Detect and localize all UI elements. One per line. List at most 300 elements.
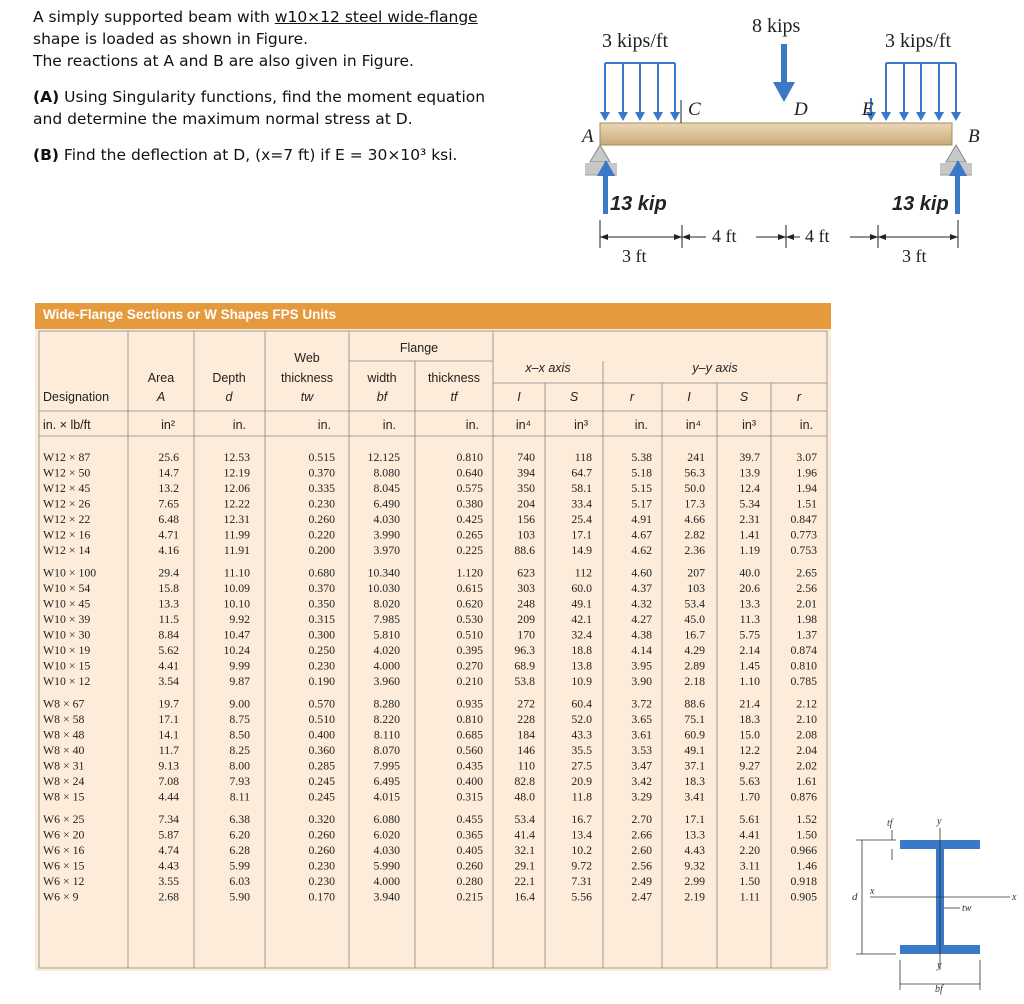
value-cell: 12.31 [223, 512, 250, 526]
value-cell: 0.230 [308, 658, 335, 673]
value-cell: 5.34 [739, 496, 760, 511]
value-cell: 82.8 [514, 774, 535, 788]
value-cell: 11.5 [158, 612, 179, 626]
value-cell: 10.340 [367, 565, 400, 580]
value-cell: 37.1 [684, 758, 705, 773]
value-cell: 19.7 [158, 696, 179, 711]
table-row [43, 612, 817, 626]
table-grid [35, 303, 831, 971]
value-cell: 0.575 [456, 481, 483, 495]
label-reaction-a: 13 kip [610, 193, 667, 215]
unit-col-0: in. × lb/ft [43, 418, 91, 432]
designation-cell: W10 × 30 [43, 627, 91, 642]
value-cell: 60.9 [684, 727, 705, 742]
value-cell: 48.0 [514, 789, 535, 804]
value-cell: 3.47 [631, 758, 652, 773]
designation-cell: W10 × 15 [43, 658, 91, 673]
unit-col-9: in⁴ [685, 418, 701, 432]
label-load-right: 3 kips/ft [885, 30, 952, 52]
value-cell: 7.31 [571, 874, 592, 888]
table-row [43, 528, 817, 542]
value-cell: 13.9 [739, 465, 760, 480]
value-cell: 6.38 [229, 812, 250, 826]
value-cell: 6.490 [373, 496, 400, 511]
problem-line-1 [33, 6, 573, 28]
header-I-xx: I [517, 390, 521, 404]
value-cell: 1.70 [739, 789, 760, 804]
value-cell: 0.966 [790, 843, 817, 857]
value-cell: 5.15 [631, 481, 652, 495]
value-cell: 12.2 [739, 743, 760, 757]
value-cell: 13.3 [684, 827, 705, 842]
designation-cell: W8 × 40 [43, 743, 85, 757]
value-cell: 6.03 [229, 874, 250, 888]
designation-cell: W12 × 16 [43, 527, 91, 542]
header-r-xx: r [629, 390, 635, 404]
value-cell: 0.400 [308, 727, 335, 742]
header-I-yy: I [687, 390, 691, 404]
value-cell: 0.250 [308, 643, 335, 657]
table-row [43, 674, 817, 688]
header-flange: Flange [399, 341, 439, 355]
value-cell: 0.370 [308, 465, 335, 480]
designation-cell: W6 × 15 [43, 858, 85, 873]
value-cell: 228 [517, 712, 535, 726]
designation-cell: W10 × 54 [43, 581, 91, 595]
value-cell: 4.29 [684, 643, 705, 657]
table-body [43, 450, 817, 904]
value-cell: 5.17 [631, 496, 652, 511]
value-cell: 0.365 [456, 827, 483, 842]
unit-col-8: in. [634, 418, 648, 432]
table-row [43, 628, 817, 642]
label-point-a: A [582, 126, 594, 147]
header-tw: tw [300, 390, 314, 404]
value-cell: 53.8 [514, 674, 535, 688]
table-row [43, 843, 817, 857]
value-cell: 3.72 [631, 696, 652, 711]
header-S-xx: S [569, 390, 579, 404]
value-cell: 88.6 [514, 543, 535, 557]
problem-line-3: The reactions at A and B are also given in Figure. [33, 52, 414, 70]
value-cell: 25.4 [571, 512, 592, 526]
point-load-8kips [773, 44, 795, 102]
value-cell: 2.65 [796, 565, 817, 580]
value-cell: 0.876 [790, 789, 817, 804]
value-cell: 21.4 [739, 696, 760, 711]
value-cell: 29.1 [514, 858, 535, 873]
value-cell: 13.4 [571, 827, 592, 842]
value-cell: 2.10 [796, 712, 817, 726]
value-cell: 13.8 [571, 658, 592, 673]
dimension-lines [600, 220, 958, 248]
value-cell: 2.01 [796, 596, 817, 611]
grid-lines [39, 331, 827, 968]
table-row [43, 466, 817, 480]
section-dimension-lines [856, 828, 1010, 990]
value-cell: 1.46 [796, 858, 817, 873]
value-cell: 103 [517, 527, 535, 542]
value-cell: 3.990 [373, 527, 400, 542]
value-cell: 12.4 [739, 481, 760, 495]
table-row [43, 874, 817, 888]
value-cell: 0.170 [308, 889, 335, 904]
value-cell: 15.8 [158, 581, 179, 595]
value-cell: 9.32 [684, 858, 705, 873]
table-row [43, 712, 817, 726]
value-cell: 8.75 [229, 712, 250, 726]
value-cell: 22.1 [514, 874, 535, 888]
value-cell: 0.360 [308, 743, 335, 757]
value-cell: 3.29 [631, 789, 652, 804]
value-cell: 1.52 [796, 812, 817, 826]
designation-cell: W10 × 100 [43, 565, 97, 580]
value-cell: 10.10 [223, 596, 250, 611]
value-cell: 3.42 [631, 774, 652, 788]
value-cell: 2.82 [684, 527, 705, 542]
value-cell: 156 [517, 512, 535, 526]
header-d: d [225, 390, 233, 404]
value-cell: 0.510 [308, 712, 335, 726]
value-cell: 9.27 [739, 758, 760, 773]
value-cell: 4.67 [631, 527, 652, 542]
value-cell: 209 [517, 612, 535, 626]
table-row [43, 450, 817, 464]
value-cell: 2.89 [684, 658, 705, 673]
value-cell: 0.874 [790, 643, 817, 657]
value-cell: 0.260 [308, 512, 335, 526]
header-S-yy: S [739, 390, 749, 404]
value-cell: 4.41 [158, 658, 179, 673]
value-cell: 4.000 [373, 874, 400, 888]
value-cell: 623 [517, 565, 535, 580]
unit-col-5: in. [465, 418, 479, 432]
value-cell: 8.110 [373, 727, 400, 742]
value-cell: 5.62 [158, 643, 179, 657]
value-cell: 1.41 [739, 527, 760, 542]
value-cell: 3.07 [796, 450, 817, 464]
value-cell: 0.230 [308, 858, 335, 873]
value-cell: 4.000 [373, 658, 400, 673]
value-cell: 9.92 [229, 612, 250, 626]
value-cell: 3.960 [373, 674, 400, 688]
value-cell: 2.56 [796, 581, 817, 595]
value-cell: 45.0 [684, 612, 705, 626]
value-cell: 9.87 [229, 674, 250, 688]
value-cell: 12.22 [223, 496, 250, 511]
value-cell: 43.3 [571, 727, 592, 742]
value-cell: 2.04 [796, 743, 817, 757]
value-cell: 0.395 [456, 643, 483, 657]
value-cell: 2.66 [631, 827, 652, 842]
value-cell: 1.96 [796, 465, 817, 480]
value-cell: 17.1 [684, 812, 705, 826]
value-cell: 103 [687, 581, 705, 595]
unit-col-1: in² [161, 418, 175, 432]
table-row [43, 790, 817, 804]
value-cell: 16.7 [571, 812, 592, 826]
header-web: Web [294, 351, 320, 365]
label-y-bottom: y [937, 960, 942, 971]
value-cell: 12.06 [223, 481, 250, 495]
value-cell: 3.970 [373, 543, 400, 557]
designation-cell: W8 × 67 [43, 696, 85, 711]
value-cell: 49.1 [684, 743, 705, 757]
value-cell: 6.495 [373, 774, 400, 788]
unit-col-2: in. [232, 418, 246, 432]
table-row [43, 812, 817, 826]
label-dim-2: 4 ft [712, 226, 737, 246]
value-cell: 4.16 [158, 543, 179, 557]
value-cell: 18.3 [684, 774, 705, 788]
value-cell: 146 [517, 743, 535, 757]
value-cell: 8.070 [373, 743, 400, 757]
table-row [43, 497, 817, 511]
value-cell: 11.8 [571, 789, 592, 804]
value-cell: 1.94 [796, 481, 817, 495]
value-cell: 12.19 [223, 465, 250, 480]
value-cell: 4.44 [158, 789, 179, 804]
value-cell: 0.515 [308, 450, 335, 464]
table-row [43, 659, 817, 673]
value-cell: 2.31 [739, 512, 760, 526]
value-cell: 9.00 [229, 696, 250, 711]
value-cell: 13.3 [739, 596, 760, 611]
value-cell: 5.99 [229, 858, 250, 873]
value-cell: 118 [574, 450, 592, 464]
designation-cell: W10 × 45 [43, 596, 91, 611]
value-cell: 207 [687, 565, 705, 580]
part-b-label: (B) [33, 146, 59, 164]
value-cell: 0.245 [308, 789, 335, 804]
value-cell: 6.080 [373, 812, 400, 826]
value-cell: 5.61 [739, 812, 760, 826]
designation-cell: W8 × 15 [43, 789, 85, 804]
value-cell: 0.320 [308, 812, 335, 826]
value-cell: 10.47 [223, 627, 250, 642]
value-cell: 1.50 [796, 827, 817, 842]
value-cell: 1.45 [739, 658, 760, 673]
header-area: Area [147, 371, 175, 385]
designation-cell: W10 × 19 [43, 643, 91, 657]
value-cell: 0.220 [308, 527, 335, 542]
designation-cell: W8 × 48 [43, 727, 85, 742]
value-cell: 1.11 [739, 889, 760, 904]
value-cell: 4.38 [631, 627, 652, 642]
designation-cell: W12 × 45 [43, 481, 91, 495]
value-cell: 6.48 [158, 512, 179, 526]
value-cell: 13.3 [158, 596, 179, 611]
value-cell: 5.75 [739, 627, 760, 642]
designation-cell: W12 × 26 [43, 496, 91, 511]
value-cell: 8.50 [229, 727, 250, 742]
value-cell: 0.215 [456, 889, 483, 904]
value-cell: 10.9 [571, 674, 592, 688]
label-dim-3: 4 ft [805, 226, 830, 246]
value-cell: 3.55 [158, 874, 179, 888]
beam-figure [560, 0, 990, 280]
value-cell: 1.50 [739, 874, 760, 888]
value-cell: 3.11 [739, 858, 760, 873]
value-cell: 0.260 [456, 858, 483, 873]
unit-col-7: in³ [574, 418, 588, 432]
value-cell: 10.030 [367, 581, 400, 595]
value-cell: 0.685 [456, 727, 483, 742]
value-cell: 56.3 [684, 465, 705, 480]
unit-col-10: in³ [742, 418, 756, 432]
designation-cell: W12 × 22 [43, 512, 91, 526]
value-cell: 272 [517, 696, 535, 711]
value-cell: 0.510 [456, 627, 483, 642]
value-cell: 10.24 [223, 643, 250, 657]
value-cell: 4.020 [373, 643, 400, 657]
value-cell: 2.14 [739, 643, 760, 657]
part-a-line-2: and determine the maximum normal stress at D. [33, 110, 413, 128]
value-cell: 0.680 [308, 565, 335, 580]
value-cell: 96.3 [514, 643, 535, 657]
value-cell: 0.265 [456, 527, 483, 542]
value-cell: 0.260 [308, 843, 335, 857]
wide-flange-table [35, 303, 831, 971]
beam-shape-underlined: w10×12 steel wide-flange [274, 8, 478, 26]
table-units-row [43, 418, 813, 432]
value-cell: 4.60 [631, 565, 652, 580]
label-load-left: 3 kips/ft [602, 30, 669, 52]
value-cell: 4.030 [373, 512, 400, 526]
value-cell: 0.230 [308, 496, 335, 511]
value-cell: 18.8 [571, 643, 592, 657]
value-cell: 9.72 [571, 858, 592, 873]
value-cell: 5.90 [229, 889, 250, 904]
value-cell: 0.380 [456, 496, 483, 511]
part-a-label: (A) [33, 88, 60, 106]
value-cell: 204 [517, 496, 535, 511]
designation-cell: W12 × 87 [43, 450, 91, 464]
value-cell: 2.19 [684, 889, 705, 904]
distributed-load-left [600, 63, 680, 121]
value-cell: 3.61 [631, 727, 652, 742]
value-cell: 15.0 [739, 727, 760, 742]
value-cell: 11.99 [223, 527, 250, 542]
value-cell: 4.015 [373, 789, 400, 804]
value-cell: 3.95 [631, 658, 652, 673]
value-cell: 11.3 [739, 612, 760, 626]
value-cell: 29.4 [158, 565, 179, 580]
value-cell: 64.7 [571, 465, 592, 480]
value-cell: 0.245 [308, 774, 335, 788]
value-cell: 8.84 [158, 627, 179, 642]
value-cell: 4.43 [158, 858, 179, 873]
label-x-left: x [870, 886, 875, 897]
value-cell: 60.4 [571, 696, 592, 711]
value-cell: 7.65 [158, 496, 179, 511]
value-cell: 0.270 [456, 658, 483, 673]
value-cell: 248 [517, 596, 535, 611]
header-r-yy: r [796, 390, 802, 404]
value-cell: 0.300 [308, 627, 335, 642]
label-x-right: x [1012, 892, 1017, 903]
value-cell: 2.99 [684, 874, 705, 888]
value-cell: 0.810 [456, 712, 483, 726]
part-a-line-1 [33, 86, 573, 108]
table-row [43, 566, 817, 580]
designation-cell: W12 × 50 [43, 465, 91, 480]
value-cell: 8.280 [373, 696, 400, 711]
table-row [43, 890, 817, 904]
label-tf: tf [887, 818, 893, 829]
value-cell: 49.1 [571, 596, 592, 611]
value-cell: 2.18 [684, 674, 705, 688]
problem-statement [33, 6, 573, 166]
value-cell: 52.0 [571, 712, 592, 726]
value-cell: 4.43 [684, 843, 705, 857]
value-cell: 0.260 [308, 827, 335, 842]
value-cell: 0.225 [456, 543, 483, 557]
table-row [43, 828, 817, 842]
value-cell: 68.9 [514, 658, 535, 673]
value-cell: 0.640 [456, 465, 483, 480]
value-cell: 1.10 [739, 674, 760, 688]
part-b-text: Find the deflection at D, (x=7 ft) if E = 30×10³ ksi. [58, 146, 458, 164]
value-cell: 20.9 [571, 774, 592, 788]
value-cell: 4.66 [684, 512, 705, 526]
value-cell: 2.02 [796, 758, 817, 773]
table-row [43, 728, 817, 742]
value-cell: 0.280 [456, 874, 483, 888]
value-cell: 5.56 [571, 889, 592, 904]
value-cell: 88.6 [684, 696, 705, 711]
label-bf: bf [935, 984, 943, 995]
designation-cell: W10 × 39 [43, 612, 91, 626]
part-a-text: Using Singularity functions, find the moment equation [59, 88, 486, 106]
value-cell: 7.93 [229, 774, 250, 788]
unit-col-3: in. [317, 418, 331, 432]
value-cell: 27.5 [571, 758, 592, 773]
value-cell: 4.14 [631, 643, 652, 657]
value-cell: 2.47 [631, 889, 652, 904]
value-cell: 0.847 [790, 512, 817, 526]
value-cell: 0.753 [790, 543, 817, 557]
value-cell: 0.400 [456, 774, 483, 788]
value-cell: 3.54 [158, 674, 179, 688]
table-row [43, 543, 817, 557]
value-cell: 8.220 [373, 712, 400, 726]
value-cell: 1.120 [456, 565, 483, 580]
value-cell: 60.0 [571, 581, 592, 595]
value-cell: 0.615 [456, 581, 483, 595]
designation-cell: W6 × 12 [43, 874, 85, 888]
value-cell: 0.810 [456, 450, 483, 464]
value-cell: 4.74 [158, 843, 179, 857]
table-row [43, 581, 817, 595]
label-d: d [852, 891, 858, 903]
value-cell: 53.4 [684, 596, 705, 611]
value-cell: 12.125 [367, 450, 400, 464]
value-cell: 0.773 [790, 527, 817, 542]
value-cell: 0.435 [456, 758, 483, 773]
value-cell: 2.49 [631, 874, 652, 888]
value-cell: 0.570 [308, 696, 335, 711]
label-point-d: D [794, 99, 808, 120]
value-cell: 42.1 [571, 612, 592, 626]
value-cell: 2.60 [631, 843, 652, 857]
value-cell: 0.530 [456, 612, 483, 626]
header-bf: bf [376, 390, 388, 404]
designation-cell: W8 × 31 [43, 758, 85, 773]
designation-cell: W8 × 58 [43, 712, 85, 726]
value-cell: 53.4 [514, 812, 535, 826]
value-cell: 7.08 [158, 774, 179, 788]
